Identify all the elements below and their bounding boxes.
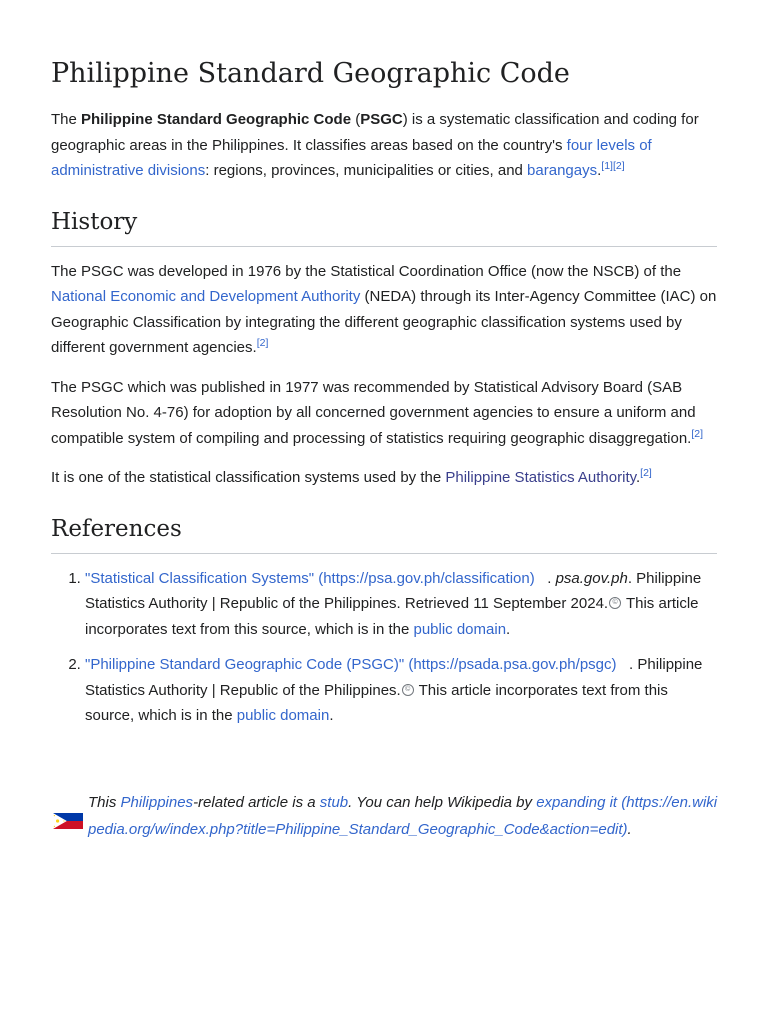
lead-term: Philippine Standard Geographic Code: [81, 111, 352, 128]
link-expand-article[interactable]: expanding it (https://en.wikipedia.org/w/index.php?title=Philippine_Standard_Geographic_Code&action=edit): [88, 794, 718, 838]
citation-2[interactable]: [2]: [640, 467, 652, 479]
link-barangays[interactable]: barangays: [527, 162, 598, 179]
heading-references: References: [51, 513, 717, 554]
citation-1[interactable]: [1]: [601, 160, 613, 172]
reference-1-site: psa.gov.ph: [555, 569, 628, 587]
lead-paragraph: The Philippine Standard Geographic Code (PSGC) is a systematic classification and coding for geographic areas in the Philippines. It classifies areas based on the country's four levels of administrative divisions: regions, provinces, municipalities or cities, and barangays.[1][2]: [51, 111, 699, 179]
link-public-domain[interactable]: public domain: [236, 707, 330, 724]
page-title: Philippine Standard Geographic Code: [51, 58, 570, 89]
citation-2[interactable]: [2]: [256, 337, 269, 349]
link-public-domain[interactable]: public domain: [413, 620, 507, 638]
link-neda[interactable]: National Economic and Development Authority: [51, 288, 361, 305]
cc-public-domain-icon: ©: [609, 597, 621, 609]
history-paragraph-2: The PSGC which was published in 1977 was recommended by Statistical Advisory Board (SAB Resolution No. 4-76) for adoption by all concerned government agencies to ensure a uniform and compatible system of compiling and processing of statistics requiring geographic disaggregation.[2]: [51, 378, 704, 447]
citation-2[interactable]: [2]: [612, 160, 625, 172]
link-administrative-divisions[interactable]: four levels of administrative divisions: [51, 136, 652, 179]
philippines-flag-icon: [53, 813, 83, 829]
heading-history: History: [51, 206, 717, 247]
stub-notice: [53, 789, 723, 843]
history-paragraph-3: It is one of the statistical classification systems used by the Philippine Statistics Authority.[2]: [51, 467, 652, 486]
link-stub[interactable]: stub: [319, 794, 349, 811]
lead-abbr: PSGC: [360, 111, 403, 128]
link-psa[interactable]: Philippine Statistics Authority: [445, 469, 636, 486]
reference-item: 1. "Statistical Classification Systems" (https://psa.gov.ph/classification) . psa.gov.ph. Philippine Statistics Authority | Republic of the Philippines. Retrieved 11 September 2024. © This article incorporates text from this source, which is in the public domain.: [85, 566, 717, 643]
reference-list: [51, 566, 717, 729]
stub-text: This Philippines-related article is a stub. You can help Wikipedia by expanding it (https://en.wikipedia.org/w/index.php?title=Philippine_Standard_Geographic_Code&action=edit).: [88, 794, 718, 838]
reference-2-link[interactable]: "Philippine Standard Geographic Code (PSGC)" (https://psada.psa.gov.ph/psgc): [85, 656, 617, 673]
reference-1-link[interactable]: "Statistical Classification Systems" (https://psa.gov.ph/classification): [85, 569, 535, 587]
citation-2[interactable]: [2]: [691, 427, 704, 440]
cc-public-domain-icon: ©: [402, 684, 414, 696]
history-paragraph-1: The PSGC was developed in 1976 by the Statistical Coordination Office (now the NSCB) of the National Economic and Development Authority (NEDA) through its Inter-Agency Committee (IAC) on Geographic Classification by integrating the different geographic classification systems used by different government agencies.[2]: [51, 262, 717, 356]
link-philippines[interactable]: Philippines: [120, 794, 194, 811]
reference-item: 2. "Philippine Standard Geographic Code (PSGC)" (https://psada.psa.gov.ph/psgc) . Philippine Statistics Authority | Republic of the Philippines. © This article incorporates text from this source, which is in the public domain.: [85, 652, 717, 729]
